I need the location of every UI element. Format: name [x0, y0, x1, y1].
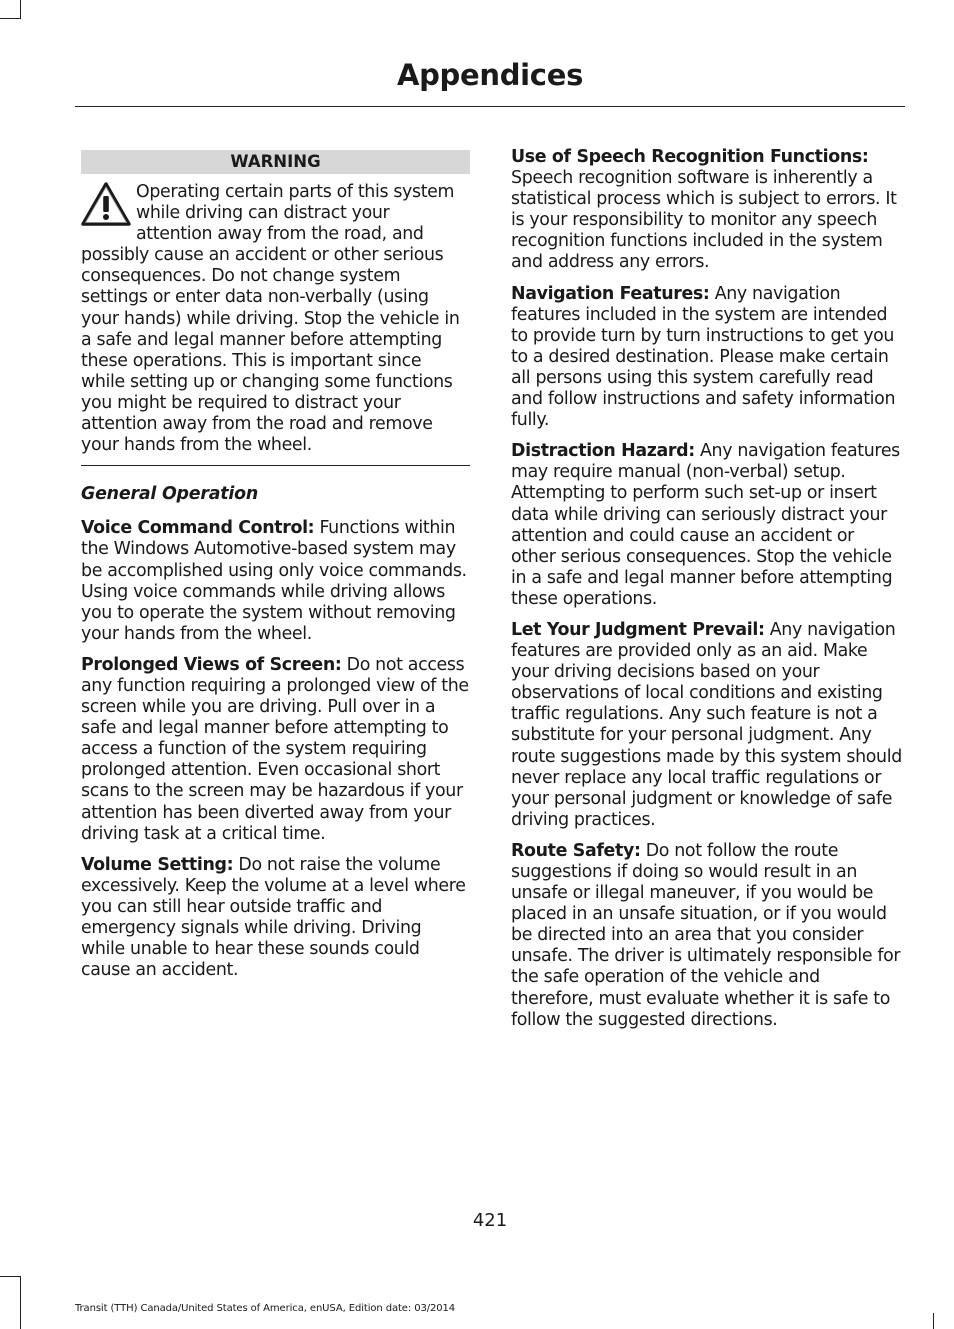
paragraph-navigation-features: [511, 284, 903, 432]
warning-box: [81, 182, 470, 456]
paragraph-text: Do not raise the volume excessively. Keep the volume at a level where you can still hear outside traffic and emergency signals while driving. Driving while unable to hear these sounds could cause an accident.: [81, 854, 466, 981]
crop-mark-bottom-right-v: [933, 1313, 934, 1329]
paragraph-prolonged-views: [81, 655, 470, 845]
page-title: Appendices: [396, 58, 584, 92]
paragraph-label: Voice Command Control:: [81, 518, 315, 539]
left-column: [81, 147, 470, 981]
crop-mark-top-left-h: [0, 18, 20, 19]
paragraph-distraction-hazard: [511, 441, 903, 610]
paragraph-text: Any navigation features included in the system are intended to provide turn by turn instructions to get you to a desired destination. Please make certain all persons using this system carefully read and follow instructions and safety information fully.: [511, 283, 896, 431]
page-number: 421: [472, 1210, 508, 1231]
paragraph-volume-setting: [81, 855, 470, 982]
crop-mark-bottom-left-v: [20, 1276, 21, 1329]
paragraph-text: Do not access any function requiring a prolonged view of the screen while you are driving. Pull over in a safe and legal manner before attempting to access a function of the system requiring prolonged attention. Even occasional short scans to the screen may be hazardous if your attention has been diverted away from your driving task at a critical time.: [81, 654, 469, 844]
warning-header: WARNING: [81, 150, 470, 174]
paragraph-label: Navigation Features:: [511, 283, 710, 304]
section-heading-general-operation: General Operation: [81, 484, 259, 505]
title-divider: [75, 106, 905, 107]
paragraph-text: Functions within the Windows Automotive-based system may be accomplished using only voice commands. Using voice commands while driving allows you to operate the system without removing your hands from the wheel.: [81, 518, 467, 644]
warning-triangle-icon: [81, 182, 131, 226]
paragraph-label: Let Your Judgment Prevail:: [511, 619, 765, 640]
paragraph-judgment-prevail: [511, 620, 903, 831]
paragraph-text: Speech recognition software is inherently a statistical process which is subject to errors. It is your responsibility to monitor any speech recognition functions included in the system and address any errors.: [511, 168, 897, 273]
right-column: [511, 147, 903, 1031]
paragraph-voice-command-control: [81, 518, 470, 645]
paragraph-label: Route Safety:: [511, 840, 641, 861]
warning-bottom-divider: [81, 465, 470, 466]
paragraph-label: Distraction Hazard:: [511, 441, 695, 462]
paragraph-speech-recognition: [511, 147, 903, 274]
paragraph-label: Volume Setting:: [81, 854, 234, 875]
edition-footer: Transit (TTH) Canada/United States of America, enUSA, Edition date: 03/2014: [75, 1303, 456, 1314]
paragraph-label: Use of Speech Recognition Functions:: [511, 147, 869, 167]
paragraph-text: Any navigation features are provided only as an aid. Make your driving decisions based on your observations of local conditions and existing traffic regulations. Any such feature is not a substitute for your personal judgment. Any route suggestions made by this system should never replace any local traffic regulations or your personal judgment or knowledge of safe driving practices.: [511, 619, 902, 830]
warning-text: Operating certain parts of this system while driving can distract your attention away from the road, and possibly cause an accident or other serious consequences. Do not change system settings or enter data non-verbally (using your hands) while driving. Stop the vehicle in a safe and legal manner before attempting these operations. This is important since while setting up or changing some functions you might be required to distract your attention away from the road and remove your hands from the wheel.: [81, 182, 460, 456]
paragraph-route-safety: [511, 841, 903, 1031]
paragraph-label: Prolonged Views of Screen:: [81, 654, 342, 675]
paragraph-text: Do not follow the route suggestions if doing so would result in an unsafe or illegal maneuver, if you would be placed in an unsafe situation, or if you would be directed into an area that you consider unsafe. The driver is ultimately responsible for the safe operation of the vehicle and therefore, must evaluate whether it is safe to follow the suggested directions.: [511, 840, 901, 1030]
crop-mark-top-left-v: [20, 0, 21, 19]
crop-mark-bottom-left-h: [0, 1276, 20, 1277]
paragraph-text: Any navigation features may require manual (non-verbal) setup. Attempting to perform such set-up or insert data while driving can seriously distract your attention and could cause an accident or other serious consequences. Stop the vehicle in a safe and legal manner before attempting these operations.: [511, 441, 900, 609]
